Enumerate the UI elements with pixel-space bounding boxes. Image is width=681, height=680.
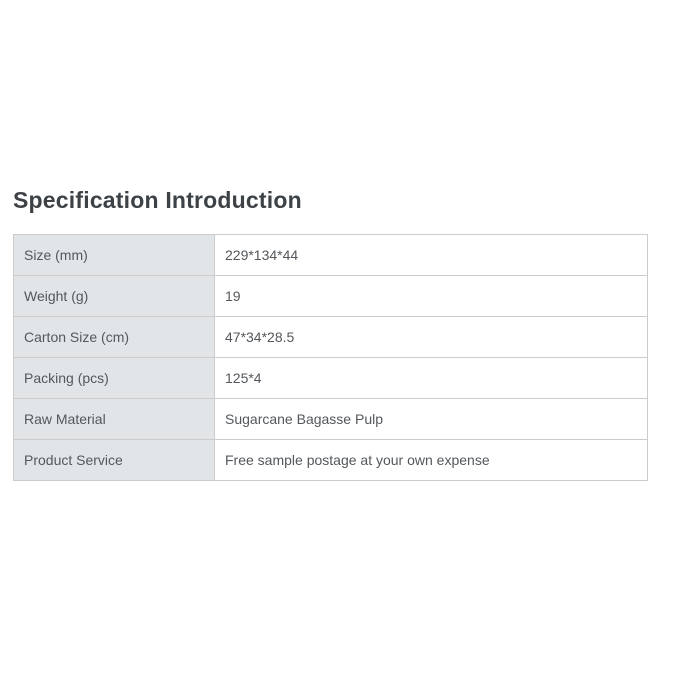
spec-value: 47*34*28.5	[215, 317, 648, 358]
spec-value: 19	[215, 276, 648, 317]
spec-table	[13, 234, 648, 481]
spec-label: Raw Material	[14, 399, 215, 440]
spec-label: Carton Size (cm)	[14, 317, 215, 358]
spec-label: Product Service	[14, 440, 215, 481]
spec-value: 125*4	[215, 358, 648, 399]
table-row	[14, 317, 648, 358]
spec-label: Weight (g)	[14, 276, 215, 317]
table-row	[14, 399, 648, 440]
section-title: Specification Introduction	[13, 187, 302, 213]
table-row	[14, 235, 648, 276]
spec-table-body	[14, 235, 648, 481]
spec-label: Packing (pcs)	[14, 358, 215, 399]
spec-label: Size (mm)	[14, 235, 215, 276]
table-row	[14, 440, 648, 481]
table-row	[14, 276, 648, 317]
spec-value: Free sample postage at your own expense	[215, 440, 648, 481]
spec-value: 229*134*44	[215, 235, 648, 276]
table-row	[14, 358, 648, 399]
spec-value: Sugarcane Bagasse Pulp	[215, 399, 648, 440]
